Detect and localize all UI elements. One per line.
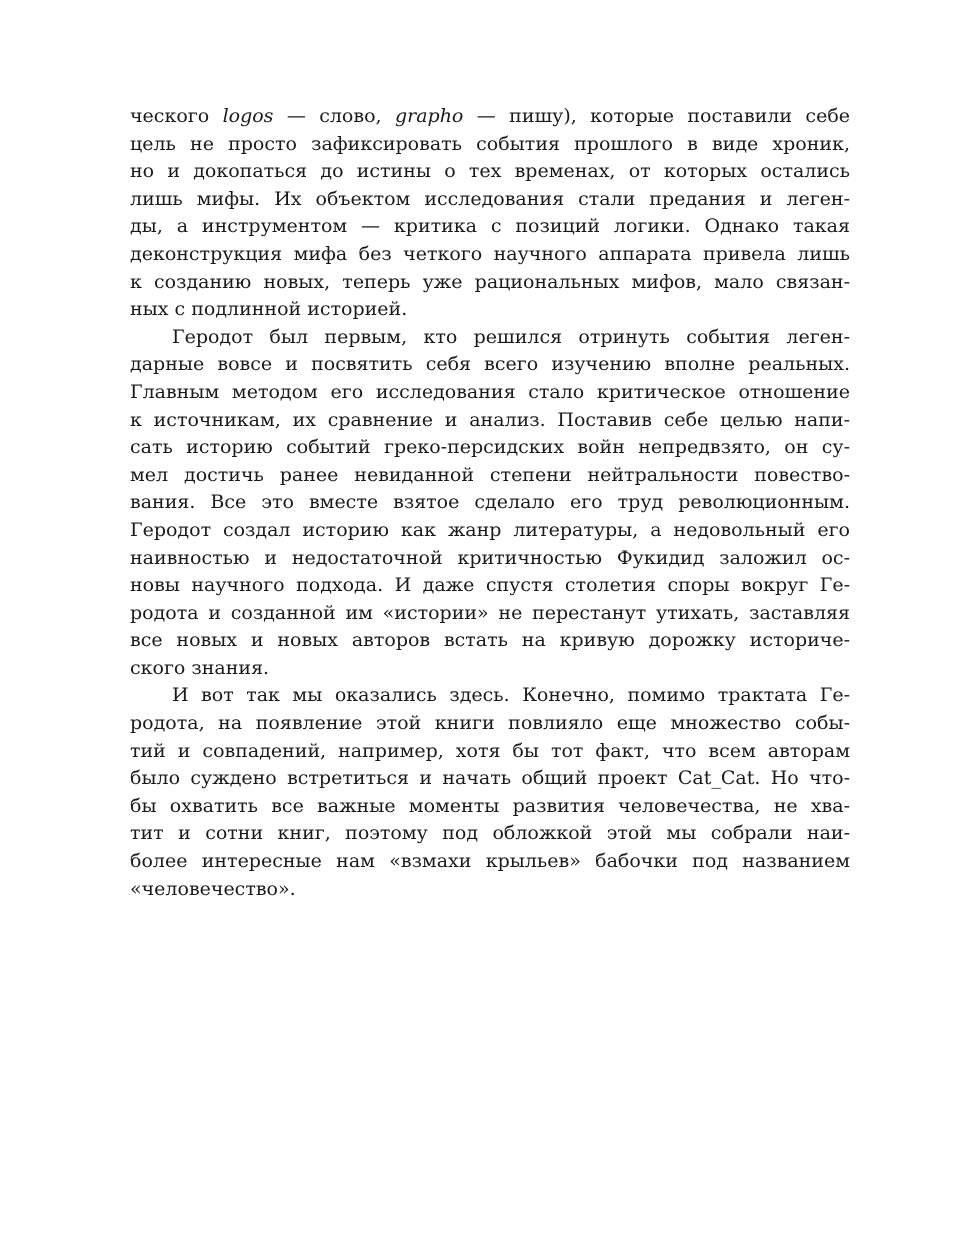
- text-run: более интересные нам «взмахи крыльев» бабочки под названием: [130, 850, 850, 873]
- text-line: [130, 876, 850, 904]
- text-run: Геродот создал историю как жанр литературы, а недовольный его: [130, 518, 850, 541]
- text-run: «человечество».: [130, 877, 296, 900]
- text-line: [130, 820, 850, 848]
- text-run: родота, на появление этой книги повлияло еще множество собы-: [130, 712, 850, 735]
- text-run: цель не просто зафиксировать события прошлого в виде хроник,: [130, 132, 850, 155]
- text-line: [130, 131, 850, 159]
- paragraph: [130, 324, 850, 683]
- text-line: [130, 351, 850, 379]
- text-line: [130, 296, 850, 324]
- text-line: [130, 710, 850, 738]
- text-line: [130, 434, 850, 462]
- text-run: ды, а инструментом — критика с позиций логики. Однако такая: [130, 215, 850, 238]
- text-line: [130, 269, 850, 297]
- body-text: [130, 103, 850, 903]
- text-line: [130, 407, 850, 435]
- text-run: сать историю событий греко-персидских войн непредвзято, он су-: [130, 436, 850, 459]
- text-line: [130, 324, 850, 352]
- text-line: [130, 627, 850, 655]
- text-run: — пишу), которые поставили себе: [463, 105, 851, 127]
- text-run: вания. Все это вместе взятое сделало его труд революционным.: [130, 491, 850, 514]
- text-line: [130, 765, 850, 793]
- italic-term: grapho: [394, 105, 464, 127]
- text-run: к созданию новых, теперь уже рациональных мифов, мало связан-: [130, 270, 850, 293]
- text-run: дарные вовсе и посвятить себя всего изучению вполне реальных.: [130, 353, 850, 376]
- text-run: Геродот был первым, кто решился отринуть события леген-: [172, 325, 850, 348]
- text-line: [130, 848, 850, 876]
- text-run: — слово,: [273, 105, 395, 127]
- text-line: [130, 517, 850, 545]
- text-line: [130, 655, 850, 683]
- text-run: ческого: [130, 105, 223, 127]
- text-line: [130, 158, 850, 186]
- text-line: [130, 241, 850, 269]
- text-run: деконструкция мифа без четкого научного аппарата привела лишь: [130, 242, 850, 265]
- text-run: новы научного подхода. И даже спустя столетия споры вокруг Ге-: [130, 574, 850, 597]
- text-run: лишь мифы. Их объектом исследования стали предания и леген-: [130, 187, 850, 210]
- text-run: мел достичь ранее невиданной степени нейтральности повество-: [130, 463, 850, 486]
- text-run: Главным методом его исследования стало критическое отношение: [130, 380, 850, 403]
- text-line: [130, 379, 850, 407]
- paragraph: [130, 103, 850, 324]
- text-run: родота и созданной им «истории» не перестанут утихать, заставляя: [130, 601, 850, 624]
- text-run: было суждено встретиться и начать общий проект Cat_Cat. Но что-: [130, 767, 850, 790]
- text-line: [130, 103, 850, 131]
- text-line: [130, 462, 850, 490]
- paragraph: [130, 682, 850, 903]
- text-line: [130, 738, 850, 766]
- text-line: [130, 489, 850, 517]
- text-line: [130, 186, 850, 214]
- text-line: [130, 682, 850, 710]
- text-line: [130, 793, 850, 821]
- text-run: ского знания.: [130, 656, 270, 679]
- text-line: [130, 600, 850, 628]
- text-run: ных с подлинной историей.: [130, 298, 408, 321]
- text-run: но и докопаться до истины о тех временах, от которых остались: [130, 160, 850, 183]
- text-line: [130, 572, 850, 600]
- italic-term: logos: [222, 105, 274, 127]
- text-run: тий и совпадений, например, хотя бы тот факт, что всем авторам: [130, 739, 850, 762]
- text-run: И вот так мы оказались здесь. Конечно, помимо трактата Ге-: [172, 684, 850, 707]
- text-line: [130, 545, 850, 573]
- text-run: тит и сотни книг, поэтому под обложкой этой мы собрали наи-: [130, 822, 850, 845]
- text-run: к источникам, их сравнение и анализ. Поставив себе целью напи-: [130, 408, 850, 431]
- text-run: бы охватить все важные моменты развития человечества, не хва-: [130, 794, 850, 817]
- text-line: [130, 213, 850, 241]
- text-run: все новых и новых авторов встать на кривую дорожку историче-: [130, 629, 850, 652]
- text-run: наивностью и недостаточной критичностью Фукидид заложил ос-: [130, 546, 850, 569]
